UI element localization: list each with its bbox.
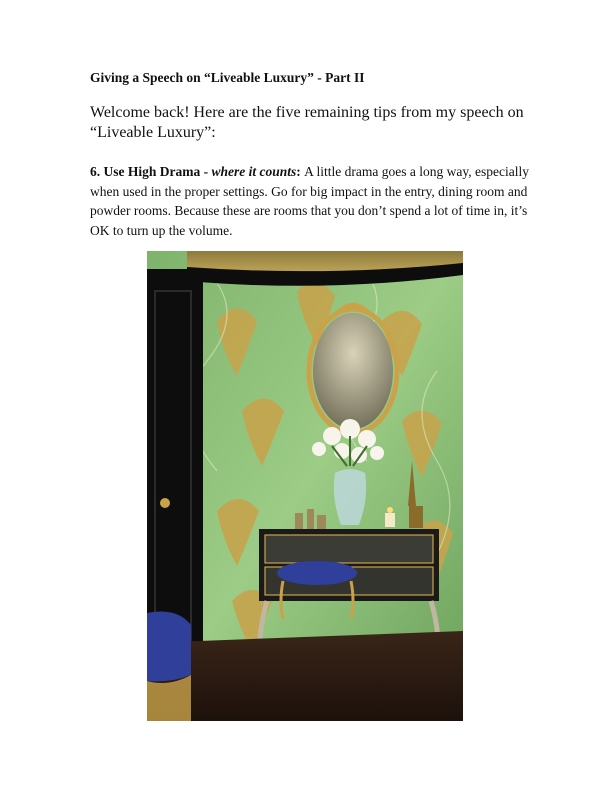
tip-body: A little drama goes a long way, especially when used in the proper settings. Go for big impact in the entry, dining room and powder rooms. Because these are rooms that you don’t spend a lot of time in, it’s OK to turn up the volume. (90, 164, 529, 238)
mirror-glass (313, 313, 393, 429)
velvet-chair (147, 612, 191, 682)
glass-vase (334, 469, 366, 525)
tip-paragraph (90, 162, 540, 240)
candle (385, 513, 395, 527)
wood-floor (147, 631, 463, 721)
document-title: Giving a Speech on “Liveable Luxury” - Part II (90, 70, 365, 85)
velvet-stool (277, 561, 357, 585)
tip-emphasis: where it counts (211, 164, 297, 179)
powder-room-photo (147, 251, 463, 721)
door-knob (160, 498, 170, 508)
tip-heading (90, 164, 304, 179)
intro-paragraph: Welcome back! Here are the five remaining tips from my speech on “Liveable Luxury”: (90, 104, 524, 141)
tip-colon: : (296, 164, 305, 179)
tip-number-label: 6. Use High Drama - (90, 164, 212, 179)
